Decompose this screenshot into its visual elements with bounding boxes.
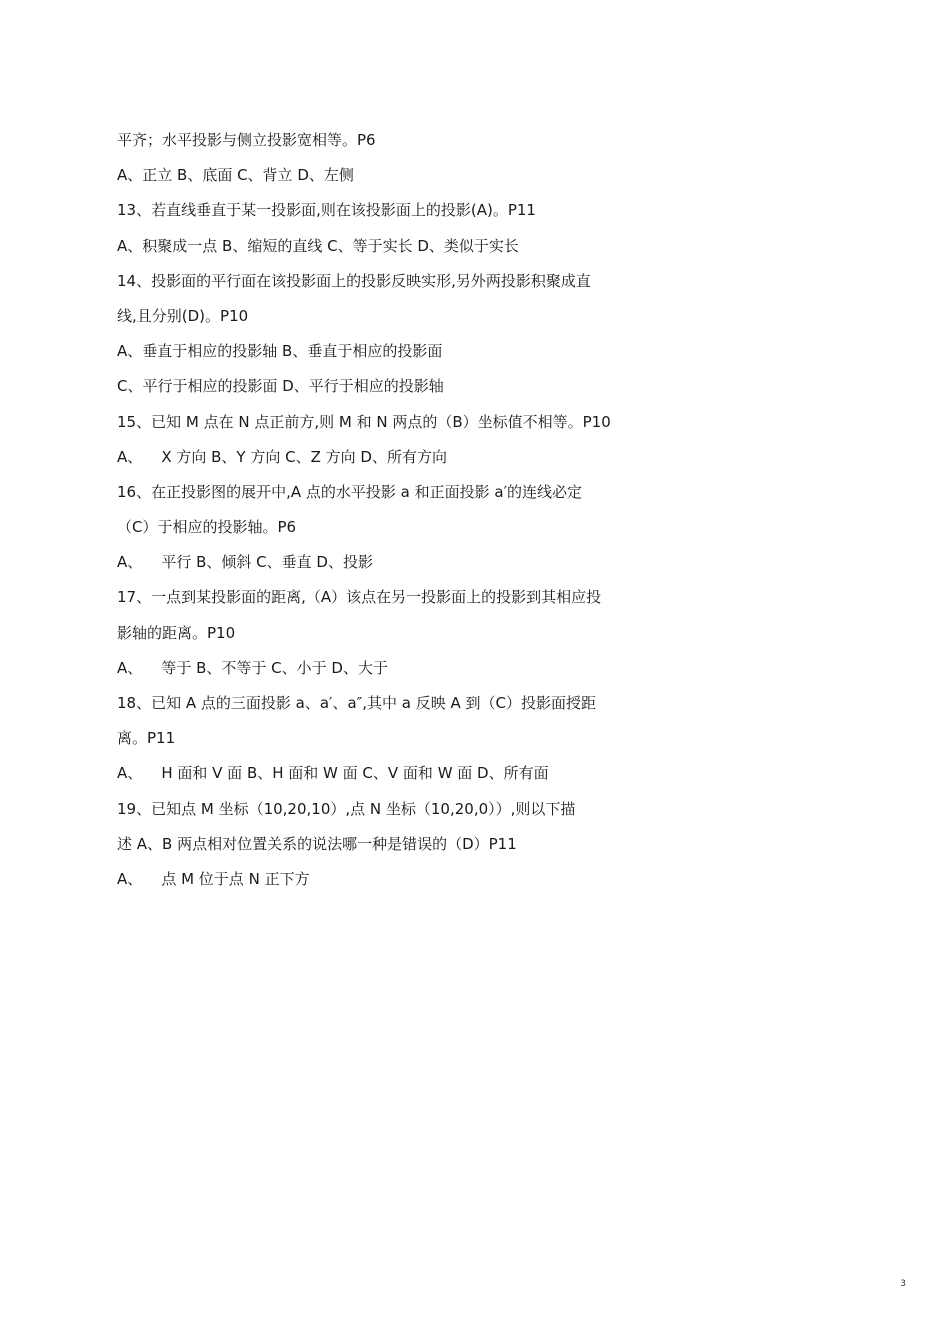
question-19: 19、已知点 M 坐标（10,20,10）,点 N 坐标（10,20,0））,则以下描 [117, 799, 576, 818]
question-17-continued: 影轴的距离。P10 [117, 623, 236, 642]
option-line: A、 X 方向 B、Y 方向 C、Z 方向 D、所有方向 [117, 447, 447, 466]
option-line: A、垂直于相应的投影轴 B、垂直于相应的投影面 [117, 342, 443, 361]
question-19-continued: 述 A、B 两点相对位置关系的说法哪一种是错误的（D）P11 [117, 834, 517, 853]
option-line: C、平行于相应的投影面 D、平行于相应的投影轴 [117, 377, 444, 396]
question-16-continued: （C）于相应的投影轴。P6 [117, 518, 297, 537]
option-line: A、积聚成一点 B、缩短的直线 C、等于实长 D、类似于实长 [117, 236, 519, 255]
page-number: 3 [900, 1279, 906, 1289]
question-14: 14、投影面的平行面在该投影面上的投影反映实形,另外两投影积聚成直 [117, 271, 591, 290]
question-17: 17、一点到某投影面的距离,（A）该点在另一投影面上的投影到其相应投 [117, 588, 602, 607]
option-line: A、 等于 B、不等于 C、小于 D、大于 [117, 658, 388, 677]
text-line: 平齐；水平投影与侧立投影宽相等。P6 [117, 131, 376, 149]
question-14-continued: 线,且分别(D)。P10 [117, 306, 249, 325]
question-18-continued: 离。P11 [117, 729, 176, 748]
option-line: A、正立 B、底面 C、背立 D、左侧 [117, 166, 354, 185]
question-15: 15、已知 M 点在 N 点正前方,则 M 和 N 两点的（B）坐标值不相等。P10 [117, 412, 611, 431]
question-13: 13、若直线垂直于某一投影面,则在该投影面上的投影(A)。P11 [117, 201, 536, 220]
option-line: A、 点 M 位于点 N 正下方 [117, 869, 310, 888]
question-18: 18、已知 A 点的三面投影 a、a′、a″,其中 a 反映 A 到（C）投影面授距 [117, 694, 597, 712]
document-body [117, 123, 657, 897]
option-line: A、 H 面和 V 面 B、H 面和 W 面 C、V 面和 W 面 D、所有面 [117, 764, 549, 783]
option-line: A、 平行 B、倾斜 C、垂直 D、投影 [117, 553, 373, 572]
question-16: 16、在正投影图的展开中,A 点的水平投影 a 和正面投影 a′的连线必定 [117, 482, 582, 501]
